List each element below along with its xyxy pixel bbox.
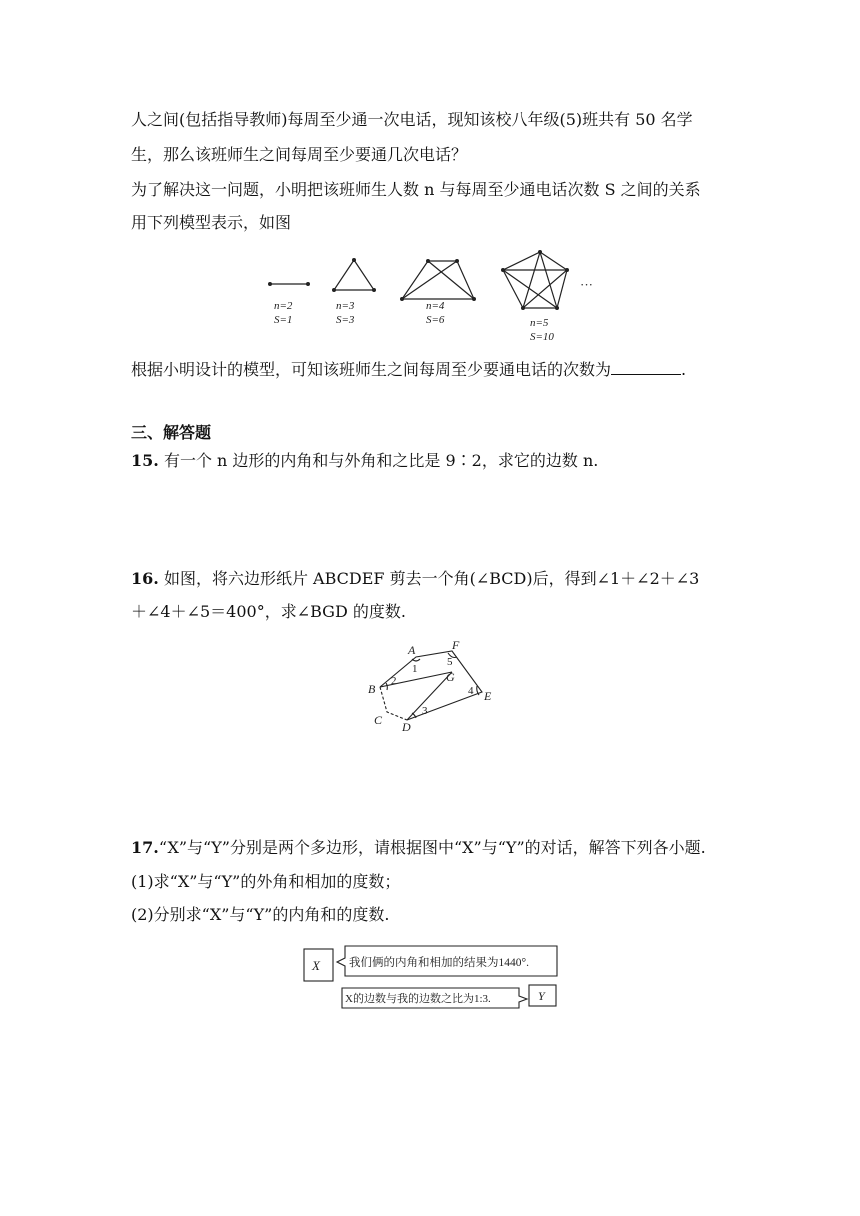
model-n3-label: n=3 <box>336 300 355 312</box>
q14-line-5-text: 根据小明设计的模型，可知该班师生之间每周至少要通电话的次数为 <box>131 360 612 379</box>
bubble-x-text: 我们俩的内角和相加的结果为1440°. <box>349 957 529 969</box>
q16-text-1: 如图，将六边形纸片 ABCDEF 剪去一个角(∠BCD)后，得到∠1＋∠2＋∠3 <box>163 569 700 588</box>
label-b: B <box>368 682 376 696</box>
label-e: E <box>484 689 492 703</box>
dialogue-figure <box>300 938 565 1013</box>
angle-3-label: 3 <box>422 705 428 717</box>
q14-line-4: 用下列模型表示，如图 <box>131 213 292 232</box>
q17-line-2: (1)求“X”与“Y”的外角和相加的度数； <box>131 872 401 891</box>
q17-line-3: (2)分别求“X”与“Y”的内角和的度数. <box>131 905 390 924</box>
q14-line-3: 为了解决这一问题，小明把该班师生人数 n 与每周至少通电话次数 S 之间的关系 <box>131 180 701 199</box>
q16-line-1 <box>131 569 699 589</box>
bubble-y-text: X的边数与我的边数之比为1:3. <box>345 993 491 1005</box>
model-s10-label: S=10 <box>530 331 554 343</box>
angle-1-label: 1 <box>412 663 418 675</box>
q14-line-5 <box>131 360 686 380</box>
model-s6-label: S=6 <box>426 314 445 326</box>
angle-4-label: 4 <box>468 685 474 697</box>
label-a: A <box>408 643 416 657</box>
q17-number: 17. <box>131 838 159 857</box>
model-n4-label: n=4 <box>426 300 445 312</box>
label-g: G <box>446 670 455 684</box>
model-s1-label: S=1 <box>274 314 293 326</box>
model-n2-label: n=2 <box>274 300 293 312</box>
label-c: C <box>374 713 383 727</box>
q14-line-1: 人之间(包括指导教师)每周至少通一次电话，现知该校八年级(5)班共有 50 名学 <box>131 110 693 129</box>
hexagon-figure <box>360 635 500 735</box>
q16-line-2: ＋∠4＋∠5＝400°，求∠BGD 的度数. <box>131 602 406 621</box>
angle-5-label: 5 <box>447 656 453 668</box>
q14-model-figure <box>250 245 610 350</box>
label-f: F <box>452 638 460 652</box>
section-title: 三、解答题 <box>131 423 212 442</box>
angle-2-label: 2 <box>391 675 397 687</box>
ellipsis: ··· <box>580 277 593 292</box>
q16-number: 16. <box>131 569 159 588</box>
q15-text: 有一个 n 边形的内角和与外角和之比是 9∶2，求它的边数 n. <box>163 451 599 470</box>
q15-line <box>131 451 598 471</box>
q17-text-1: “X”与“Y”分别是两个多边形，请根据图中“X”与“Y”的对话，解答下列各小题. <box>158 838 706 857</box>
label-d: D <box>402 720 411 734</box>
q15-number: 15. <box>131 451 159 470</box>
q14-line-5-end: . <box>681 360 687 379</box>
model-n5-label: n=5 <box>530 317 549 329</box>
q17-line-1 <box>131 838 706 858</box>
q14-line-2: 生，那么该班师生之间每周至少要通几次电话？ <box>131 145 468 164</box>
x-label: X <box>312 958 320 973</box>
model-s3-label: S=3 <box>336 314 355 326</box>
y-label: Y <box>538 989 545 1003</box>
answer-blank <box>611 360 681 375</box>
